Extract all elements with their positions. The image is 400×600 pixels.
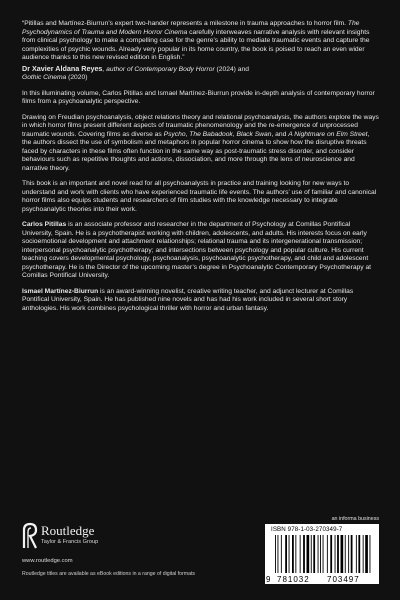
publisher-group: Taylor & Francis Group [41, 539, 99, 545]
endorser-credit: Dr Xavier Aldana Reyes, author of Contemporary Body Horror (2024) and Gothic Cinema (2020) [22, 63, 249, 81]
isbn-label: ISBN 978-1-03-270349-7 [271, 526, 343, 533]
barcode [265, 524, 379, 584]
publisher-name: Routledge [41, 523, 95, 538]
informa-tagline: an informa business [331, 516, 379, 522]
barcode-left-digits: 781032 [277, 575, 310, 584]
author2-bio: Ismael Martínez-Biurrun is an award-winning novelist, creative writing teacher, and adjunct lecturer at Comillas Pontifical University, Spain. He has published nine novels and has had his work included in several short story anthologies. His work combines psychological thriller with horror and urban fantasy. [22, 287, 354, 312]
cover-footer [22, 516, 379, 591]
audience-paragraph: This book is an important and novel read for all psychoanalysts in practice and training looking for new ways to understand and work with clients who have experienced traumatic life events. The authors’ use of familiar and canonical horror films also equips students and researchers of film studies with the knowledge necessary to integrate psychoanalytic theories into their work. [22, 180, 377, 213]
author1-bio: Carlos Pitillas is an associate professor and researcher in the department of Psychology at Comillas Pontifical University, Spain. He is a psychotherapist working with children, adolescents, and adults. His interests focus on early socioemotional development and attachment relationships; relational trauma and its intergenerational transmission; interpersonal psychoanalytic psychotherapy; and intersections between psychology and popular culture. His current teaching covers developmental psychology, psychoanalysis, psychoanalytic psychotherapy, and child and adolescent psychotherapy. He is the Director of the upcoming master’s degree in Psychoanalytic Contemporary Psychotherapy at Comillas Pontifical University. [22, 221, 372, 279]
intro-paragraph: In this illuminating volume, Carlos Pitillas and Ismael Martínez-Biurrun provide in-depth analysis of contemporary horror films from a psychoanalytic perspective. [22, 89, 375, 105]
barcode-right-digits: 703497 [327, 575, 360, 584]
endorsement-quote: “Pitillas and Martínez-Biurrun’s expert two-hander represents a milestone in trauma approaches to horror film. The Psychodynamics of Trauma and Modern Horror Cinema carefully interweaves narrative analysis with relevant insights from clinical psychology to make a compelling case for the genre’s ability to mediate traumatic events and capture the complexities of psychic wounds. Already very popular in its home country, the book is poised to reach an even wider audience thanks to this new revised edition in English.” [22, 20, 370, 61]
barcode-bars [271, 535, 375, 573]
barcode-lead-digit: 9 [266, 575, 271, 584]
endorser-name: Dr Xavier Aldana Reyes [22, 63, 103, 73]
author2-name: Ismael Martínez-Biurrun [22, 287, 99, 295]
cover-text [22, 20, 379, 320]
author1-name: Carlos Pitillas [22, 221, 67, 228]
publisher-url: www.routledge.com [22, 558, 73, 564]
approach-paragraph: Drawing on Freudian psychoanalysis, object relations theory and relational psychoanalysis, the authors explore the ways in which horror films present different aspects of traumatic phenomenology and the re-emergence of unprocessed traumatic wounds. Covering films as diverse as Psycho, The Babadook, Black Swan, and A Nightmare on Elm Street, the authors dissect the use of symbolism and metaphors in popular horror cinema to show how the disruptive threats faced by characters in these films often function in the same way as post-traumatic stress disorder, and consider behaviours such as repetitive thoughts and actions, dissociation, and more through the lens of neuroscience and narrative theory. [22, 113, 379, 172]
ebook-note: Routledge titles are available as eBook editions in a range of digital formats [22, 571, 196, 577]
publisher-logo [22, 522, 114, 552]
routledge-logo-icon [22, 522, 38, 550]
